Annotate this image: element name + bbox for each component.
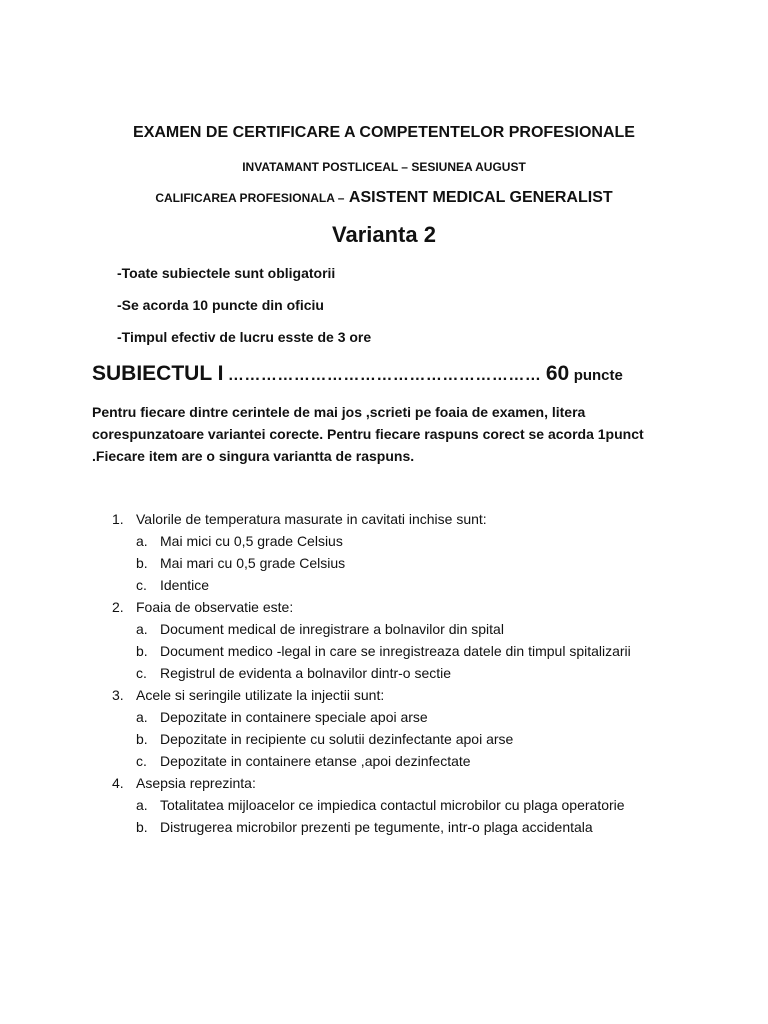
subject-title: SUBIECTUL I — [92, 362, 224, 385]
qualification-line — [0, 189, 768, 207]
option-letter: a. — [136, 533, 148, 549]
answer-option — [136, 574, 692, 596]
question-item — [112, 772, 692, 794]
option-letter: c. — [136, 577, 147, 593]
option-text: Depozitate in recipiente cu solutii dezinfectante apoi arse — [160, 731, 514, 747]
instructions-paragraph: Pentru fiecare dintre cerintele de mai jos ,scrieti pe foaia de examen, litera corespunzatoare variantei corecte. Pentru fiecare raspuns corect se acorda 1punct .Fiecare item are o singura variantta de raspuns. — [92, 404, 644, 464]
subject-points-value: 60 — [545, 362, 570, 385]
option-text: Distrugerea microbilor prezenti pe tegumente, intr-o plaga accidentala — [160, 819, 593, 835]
qualification-value: ASISTENT MEDICAL GENERALIST — [348, 189, 613, 206]
option-letter: a. — [136, 709, 148, 725]
option-letter: b. — [136, 819, 148, 835]
option-letter: a. — [136, 621, 148, 637]
answer-option — [136, 750, 692, 772]
question-text: Acele si seringile utilizate la injectii sunt: — [136, 687, 385, 703]
option-text: Document medical de inregistrare a bolnavilor din spital — [160, 621, 504, 637]
answer-option — [136, 640, 692, 662]
rule-mandatory: -Toate subiectele sunt obligatorii — [117, 265, 336, 281]
answer-option — [136, 816, 692, 838]
question-list — [112, 508, 692, 838]
answer-option — [136, 794, 692, 816]
qualification-label: CALIFICAREA PROFESIONALA – — [155, 191, 345, 205]
question-text: Foaia de observatie este: — [136, 599, 294, 615]
option-text: Totalitatea mijloacelor ce impiedica contactul microbilor cu plaga operatorie — [160, 797, 625, 813]
question-number: 3. — [112, 687, 124, 703]
question-item — [112, 684, 692, 706]
question-text: Valorile de temperatura masurate in cavitati inchise sunt: — [136, 511, 487, 527]
option-letter: b. — [136, 643, 148, 659]
answer-option — [136, 728, 692, 750]
answer-option — [136, 552, 692, 574]
option-text: Identice — [160, 577, 210, 593]
rule-time-limit: -Timpul efectiv de lucru esste de 3 ore — [117, 329, 372, 345]
answer-option — [136, 706, 692, 728]
question-item — [112, 596, 692, 618]
subject-points-unit: puncte — [573, 367, 623, 384]
option-text: Mai mari cu 0,5 grade Celsius — [160, 555, 346, 571]
subject-dots: ………………………………………………… — [227, 367, 542, 384]
variant-heading: Varianta 2 — [332, 222, 436, 247]
answer-option — [136, 618, 692, 640]
option-letter: b. — [136, 731, 148, 747]
question-text: Asepsia reprezinta: — [136, 775, 256, 791]
question-number: 2. — [112, 599, 124, 615]
subject-heading — [92, 362, 682, 386]
question-number: 1. — [112, 511, 124, 527]
option-letter: b. — [136, 555, 148, 571]
question-number: 4. — [112, 775, 124, 791]
option-text: Depozitate in containere etanse ,apoi dezinfectate — [160, 753, 471, 769]
question-item — [112, 508, 692, 530]
option-text: Depozitate in containere speciale apoi arse — [160, 709, 428, 725]
option-letter: c. — [136, 665, 147, 681]
exam-title: EXAMEN DE CERTIFICARE A COMPETENTELOR PROFESIONALE — [133, 124, 635, 141]
answer-option — [136, 662, 692, 684]
option-text: Mai mici cu 0,5 grade Celsius — [160, 533, 343, 549]
answer-option — [136, 530, 692, 552]
option-text: Registrul de evidenta a bolnavilor dintr-o sectie — [160, 665, 452, 681]
exam-session: INVATAMANT POSTLICEAL – SESIUNEA AUGUST — [242, 160, 526, 174]
option-letter: a. — [136, 797, 148, 813]
option-letter: c. — [136, 753, 147, 769]
rule-bonus-points: -Se acorda 10 puncte din oficiu — [117, 297, 324, 313]
option-text: Document medico -legal in care se inregistreaza datele din timpul spitalizarii — [160, 643, 631, 659]
